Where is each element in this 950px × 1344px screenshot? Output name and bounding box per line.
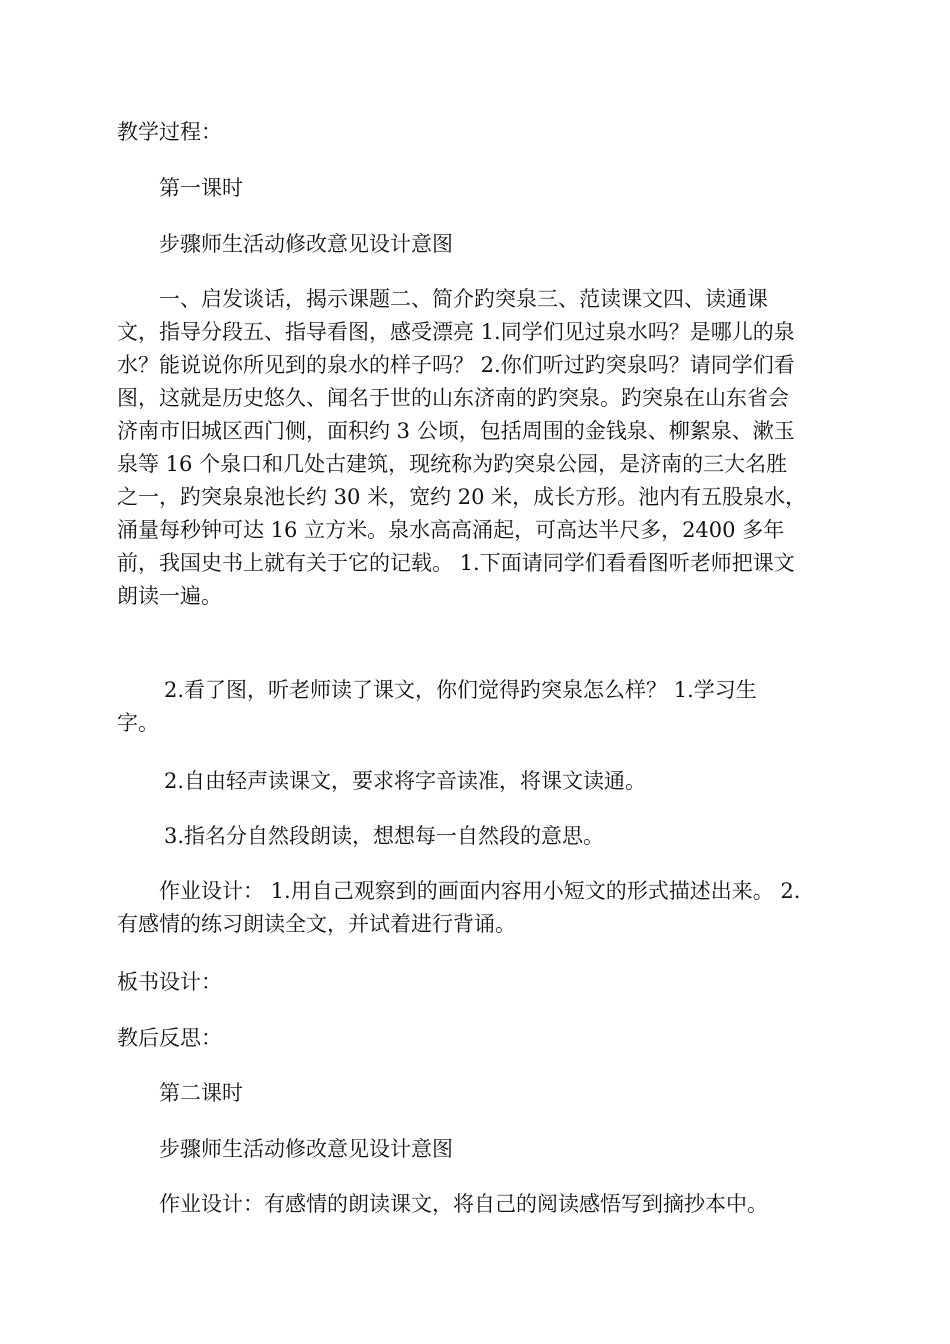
- reflection-heading: 教后反思：: [117, 1026, 222, 1050]
- heading-teaching-process: 教学过程：: [117, 120, 222, 144]
- lesson2-homework: 作业设计：有感情的朗读课文，将自己的阅读感悟写到摘抄本中。: [159, 1192, 768, 1216]
- lesson1-body-paragraph: [117, 283, 835, 613]
- body-line: 水？能说说你所见到的泉水的样子吗？ 2.你们听过趵突泉吗？请同学们看: [117, 353, 795, 377]
- lesson1-homework: [117, 875, 835, 941]
- body-line: 泉等 16 个泉口和几处古建筑，现统称为趵突泉公园，是济南的三大名胜: [117, 452, 788, 476]
- body-line: 朗读一遍。: [117, 584, 222, 608]
- body-line: 涌量每秒钟可达 16 立方米。泉水高高涌起，可高达半尺多，2400 多年: [117, 518, 785, 542]
- lesson1-item-read: 2.自由轻声读课文，要求将字音读准，将课文读通。: [164, 769, 647, 793]
- body-line: 文，指导分段五、指导看图，感受漂亮 1.同学们见过泉水吗？是哪儿的泉: [117, 320, 795, 344]
- body-line: 济南市旧城区西门侧，面积约 3 公顷，包括周围的金钱泉、柳絮泉、漱玉: [117, 419, 795, 443]
- lesson2-steps-header: 步骤师生活动修改意见设计意图: [159, 1137, 453, 1161]
- body-line: 前，我国史书上就有关于它的记载。 1.下面请同学们看看图听老师把课文: [117, 551, 795, 575]
- body-line: 图，这就是历史悠久、闻名于世的山东济南的趵突泉。趵突泉在山东省会: [117, 386, 789, 410]
- lesson1-item2-paragraph: [117, 674, 835, 740]
- board-design-heading: 板书设计：: [117, 970, 222, 994]
- lesson1-item-paragraph: 3.指名分自然段朗读，想想每一自然段的意思。: [164, 824, 605, 848]
- body-line: 一、启发谈话，揭示课题二、简介趵突泉三、范读课文四、读通课: [159, 287, 768, 311]
- body-line: 之一，趵突泉泉池长约 30 米，宽约 20 米，成长方形。池内有五股泉水，: [117, 485, 807, 509]
- item-line: 2.看了图，听老师读了课文，你们觉得趵突泉怎么样？ 1.学习生: [164, 678, 757, 702]
- lesson1-title: 第一课时: [159, 176, 243, 200]
- item-line: 字。: [117, 711, 159, 735]
- homework-line: 作业设计： 1.用自己观察到的画面内容用小短文的形式描述出来。 2.: [159, 879, 801, 903]
- lesson2-title: 第二课时: [159, 1081, 243, 1105]
- homework-line: 有感情的练习朗读全文，并试着进行背诵。: [117, 912, 516, 936]
- lesson1-steps-header: 步骤师生活动修改意见设计意图: [159, 232, 453, 256]
